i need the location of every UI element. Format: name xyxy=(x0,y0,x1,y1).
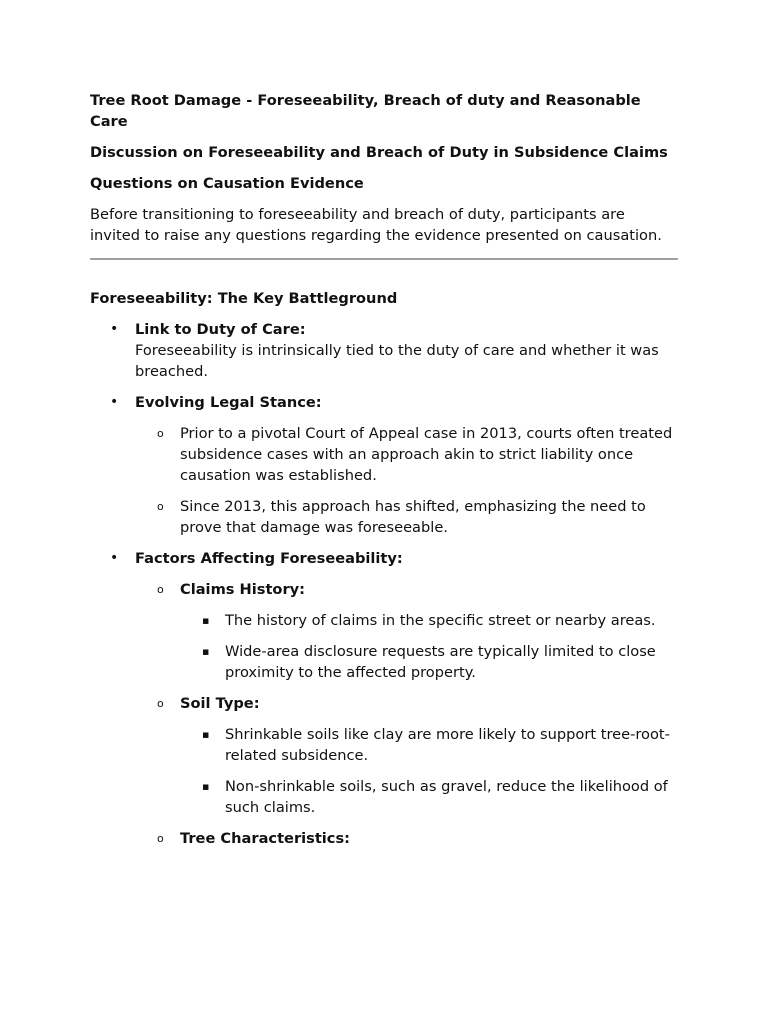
section-heading-causation: Questions on Causation Evidence xyxy=(90,175,364,192)
square-bullet-icon: ▪ xyxy=(202,780,210,793)
square-bullet-icon: ▪ xyxy=(202,728,210,741)
circle-bullet-icon: o xyxy=(157,500,164,513)
list-item-tree-characteristics xyxy=(135,828,678,849)
list-item-title: Link to Duty of Care: xyxy=(135,321,306,338)
list-item-title: Claims History: xyxy=(180,581,305,598)
list-item-title: Tree Characteristics: xyxy=(180,830,350,847)
circle-bullet-icon: o xyxy=(157,583,164,596)
list-item xyxy=(135,496,678,538)
circle-bullet-icon: o xyxy=(157,832,164,845)
list-item xyxy=(180,724,678,766)
list-item-text: Wide-area disclosure requests are typically limited to close proximity to the affected property. xyxy=(225,643,656,681)
section-heading-foreseeability: Foreseeability: The Key Battleground xyxy=(90,290,398,307)
list-item-soil-type xyxy=(135,693,678,818)
sub-sub-list xyxy=(180,724,678,818)
list-item xyxy=(135,423,678,486)
square-bullet-icon: ▪ xyxy=(202,614,210,627)
list-item-evolving-legal-stance xyxy=(90,392,678,538)
list-item-link-to-duty xyxy=(90,319,678,382)
list-item xyxy=(180,776,678,818)
sub-sub-list xyxy=(180,610,678,683)
bullet-icon: • xyxy=(110,321,119,337)
list-item-text: Shrinkable soils like clay are more likely to support tree-root-related subsidence. xyxy=(225,726,670,764)
list-item xyxy=(180,610,678,631)
foreseeability-list xyxy=(90,319,678,849)
sub-list xyxy=(135,579,678,849)
square-bullet-icon: ▪ xyxy=(202,645,210,658)
list-item-title: Evolving Legal Stance: xyxy=(135,394,322,411)
intro-paragraph: Before transitioning to foreseeability and breach of duty, participants are invited to raise any questions regarding the evidence presented on causation. xyxy=(90,206,662,244)
list-item-text: Since 2013, this approach has shifted, emphasizing the need to prove that damage was foreseeable. xyxy=(180,498,646,536)
sub-list xyxy=(135,423,678,538)
document-title: Tree Root Damage - Foreseeability, Breach of duty and Reasonable Care xyxy=(90,92,641,130)
list-item xyxy=(180,641,678,683)
bullet-icon: • xyxy=(110,550,119,566)
list-item-text: Foreseeability is intrinsically tied to the duty of care and whether it was breached. xyxy=(135,342,659,380)
document-subtitle: Discussion on Foreseeability and Breach of Duty in Subsidence Claims xyxy=(90,144,668,161)
horizontal-divider xyxy=(90,258,678,260)
list-item-factors xyxy=(90,548,678,849)
circle-bullet-icon: o xyxy=(157,697,164,710)
list-item-text: Prior to a pivotal Court of Appeal case in 2013, courts often treated subsidence cases with an approach akin to strict liability once causation was established. xyxy=(180,425,673,484)
list-item-text: The history of claims in the specific street or nearby areas. xyxy=(225,612,656,629)
document-page xyxy=(90,90,678,859)
list-item-claims-history xyxy=(135,579,678,683)
bullet-icon: • xyxy=(110,394,119,410)
circle-bullet-icon: o xyxy=(157,427,164,440)
list-item-title: Soil Type: xyxy=(180,695,260,712)
list-item-title: Factors Affecting Foreseeability: xyxy=(135,550,403,567)
list-item-text: Non-shrinkable soils, such as gravel, reduce the likelihood of such claims. xyxy=(225,778,668,816)
